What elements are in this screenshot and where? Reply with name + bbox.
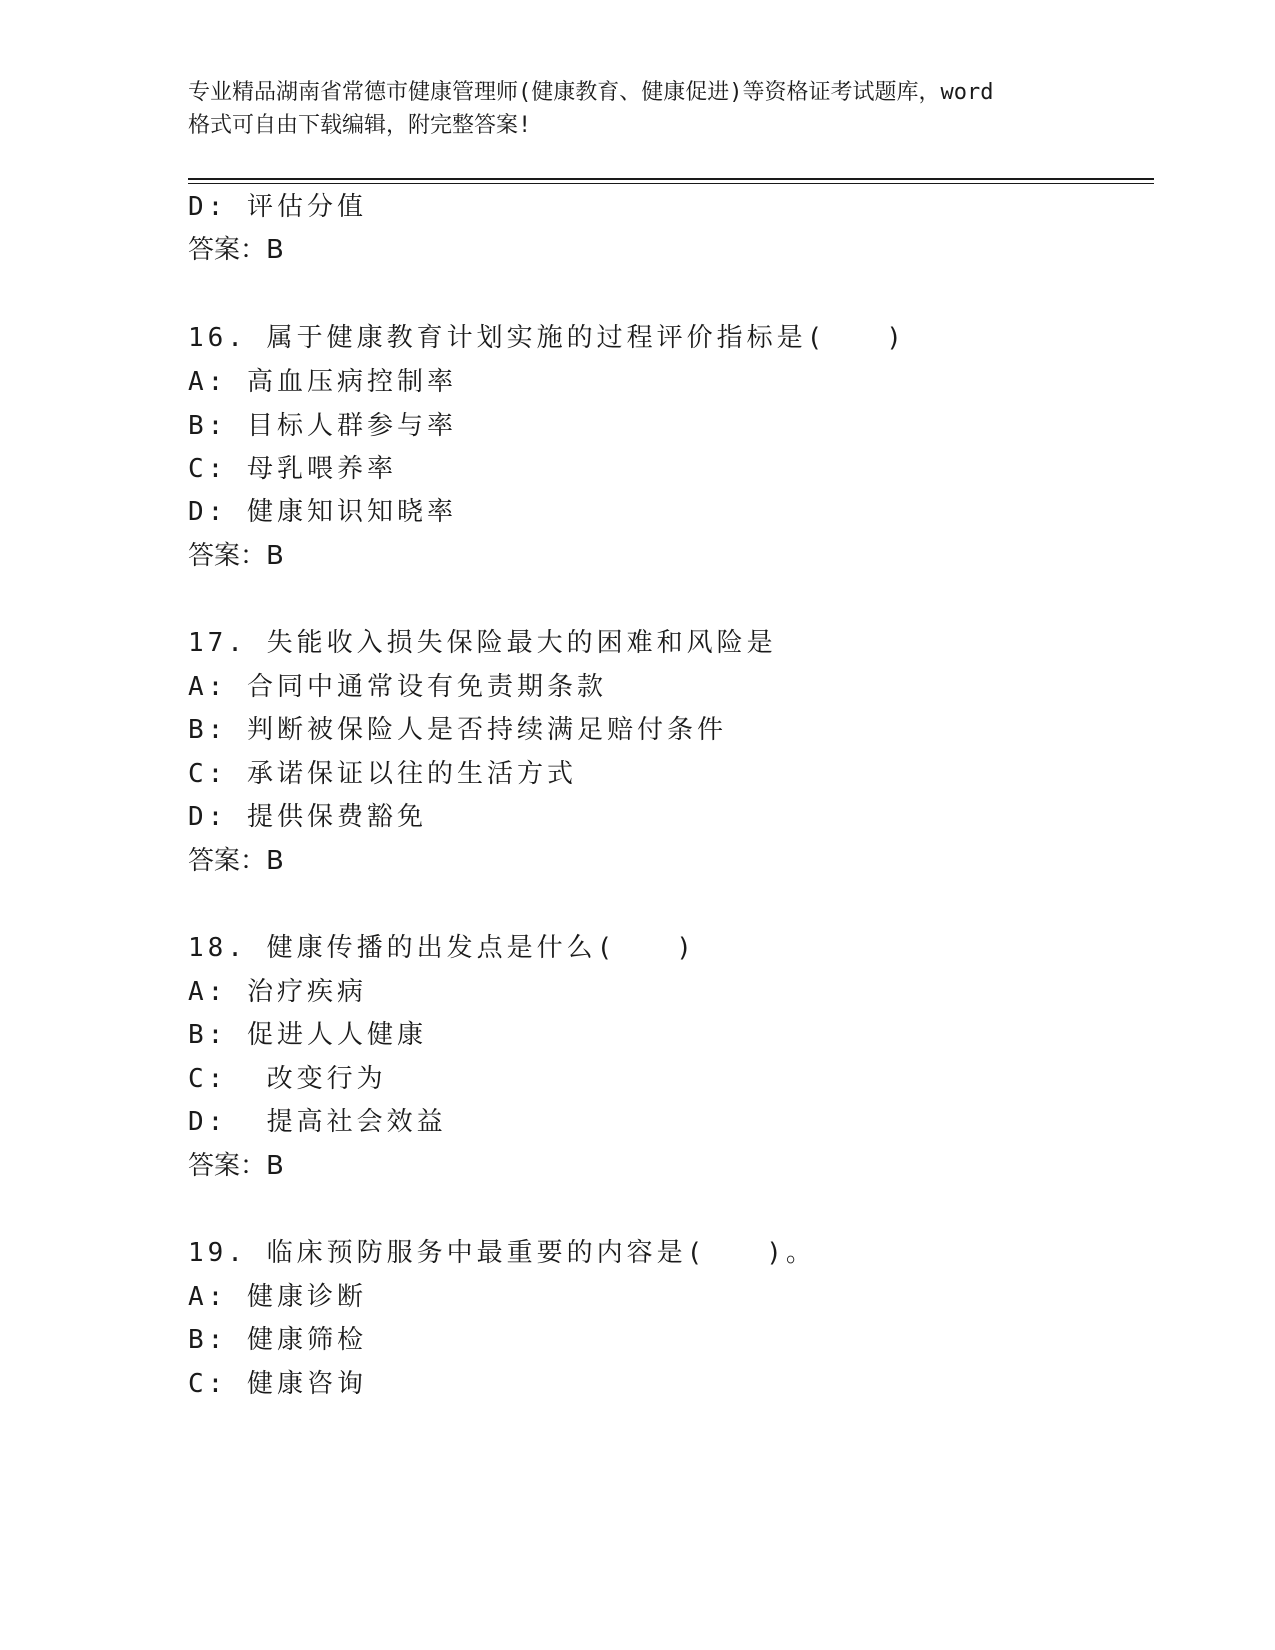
q16-option-a: A: 高血压病控制率 bbox=[188, 367, 457, 397]
q18-stem: 18. 健康传播的出发点是什么( ) bbox=[188, 933, 696, 963]
q16-answer: 答案：B bbox=[188, 541, 284, 571]
prev-answer: 答案：B bbox=[188, 235, 284, 265]
q17-option-a: A: 合同中通常设有免责期条款 bbox=[188, 672, 607, 702]
q19-option-b: B: 健康筛检 bbox=[188, 1325, 367, 1355]
page-header bbox=[188, 76, 1108, 142]
q17-stem: 17. 失能收入损失保险最大的困难和风险是 bbox=[188, 628, 777, 658]
q18-option-a: A: 治疗疾病 bbox=[188, 977, 367, 1007]
header-divider-thick bbox=[188, 178, 1154, 180]
q17-option-d: D: 提供保费豁免 bbox=[188, 802, 427, 832]
q18-option-b: B: 促进人人健康 bbox=[188, 1020, 427, 1050]
header-line-2: 格式可自由下载编辑，附完整答案! bbox=[188, 113, 532, 138]
q17-option-b: B: 判断被保险人是否持续满足赔付条件 bbox=[188, 715, 727, 745]
q18-answer: 答案：B bbox=[188, 1151, 284, 1181]
q16-stem: 16. 属于健康教育计划实施的过程评价指标是( ) bbox=[188, 323, 906, 353]
q17-option-c: C: 承诺保证以往的生活方式 bbox=[188, 759, 577, 789]
q18-option-c: C: 改变行为 bbox=[188, 1064, 387, 1094]
q17-answer: 答案：B bbox=[188, 846, 284, 876]
q16-option-b: B: 目标人群参与率 bbox=[188, 411, 457, 441]
q16-option-c: C: 母乳喂养率 bbox=[188, 454, 397, 484]
q19-option-a: A: 健康诊断 bbox=[188, 1282, 367, 1312]
q19-option-c: C: 健康咨询 bbox=[188, 1369, 367, 1399]
header-divider-thin bbox=[188, 183, 1154, 184]
q19-stem: 19. 临床预防服务中最重要的内容是( )。 bbox=[188, 1238, 816, 1268]
header-line-1: 专业精品湖南省常德市健康管理师(健康教育、健康促进)等资格证考试题库，word bbox=[188, 80, 994, 105]
q18-option-d: D: 提高社会效益 bbox=[188, 1107, 447, 1137]
prev-option-d: D: 评估分值 bbox=[188, 192, 367, 222]
q16-option-d: D: 健康知识知晓率 bbox=[188, 497, 457, 527]
